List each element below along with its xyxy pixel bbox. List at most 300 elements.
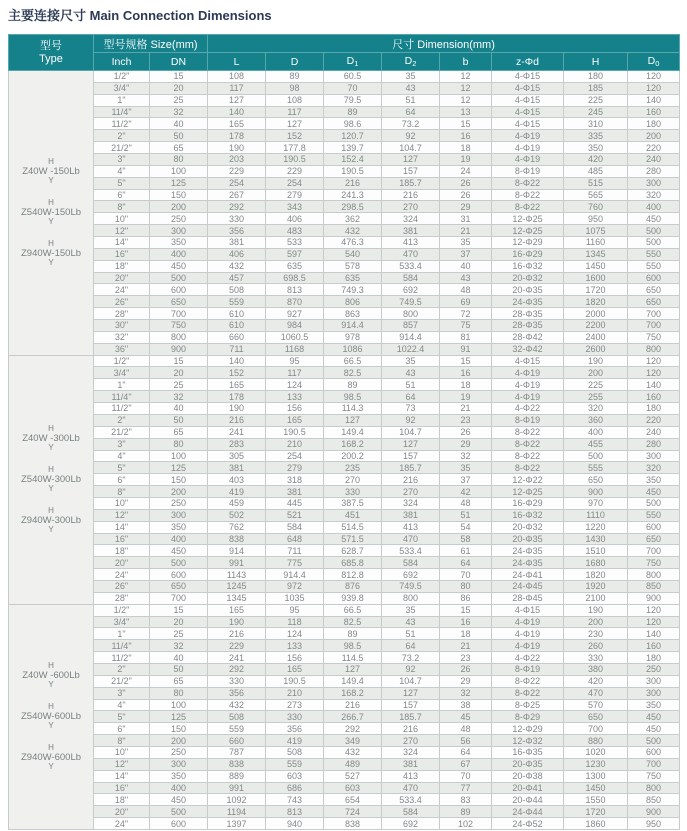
- model-label: H Z540W-300Lb Y: [20, 465, 82, 494]
- cell: 419: [266, 735, 324, 747]
- table-row: [9, 414, 680, 426]
- cell: 140: [628, 379, 680, 391]
- cell: 50: [150, 414, 208, 426]
- cell: 10": [94, 746, 150, 758]
- cell: 1060.5: [266, 331, 324, 343]
- cell: 3/4": [94, 367, 150, 379]
- table-row: [9, 142, 680, 154]
- cell: 157: [382, 450, 440, 462]
- cell: 91: [440, 343, 492, 355]
- cell: 330: [208, 675, 266, 687]
- cell: 760: [564, 201, 628, 213]
- cell: 635: [266, 260, 324, 272]
- cell: 8-Φ22: [492, 201, 564, 213]
- table-row: [9, 367, 680, 379]
- cell: 838: [208, 533, 266, 545]
- cell: 600: [628, 272, 680, 284]
- cell: 32: [440, 687, 492, 699]
- cell: 120.7: [324, 130, 382, 142]
- cell: 60.5: [324, 71, 382, 83]
- column-header: $D_1$: [324, 53, 382, 71]
- cell: 19: [440, 154, 492, 166]
- model-stack: [9, 605, 93, 829]
- cell: 250: [150, 746, 208, 758]
- model-label: H Z540W-150Lb Y: [20, 198, 82, 227]
- cell: 991: [208, 782, 266, 794]
- cell: 300: [150, 758, 208, 770]
- cell: 160: [628, 640, 680, 652]
- cell: 108: [208, 71, 266, 83]
- cell: 470: [564, 687, 628, 699]
- cell: 255: [564, 391, 628, 403]
- cell: 600: [628, 746, 680, 758]
- cell: 700: [150, 308, 208, 320]
- cell: 450: [150, 794, 208, 806]
- cell: 100: [150, 450, 208, 462]
- cell: 1035: [266, 592, 324, 604]
- cell: 12-Φ25: [492, 486, 564, 498]
- cell: 685.8: [324, 557, 382, 569]
- table-row: [9, 225, 680, 237]
- cell: 515: [564, 177, 628, 189]
- table-row: [9, 296, 680, 308]
- cell: 98.5: [324, 640, 382, 652]
- model-label: H Z40W -150Lb Y: [22, 157, 80, 186]
- cell: 5": [94, 711, 150, 723]
- cell: 8-Φ29: [492, 711, 564, 723]
- cell: 2600: [564, 343, 628, 355]
- cell: 413: [382, 237, 440, 249]
- cell: 521: [266, 509, 324, 521]
- cell: 5": [94, 177, 150, 189]
- cell: 127: [266, 118, 324, 130]
- cell: 1720: [564, 284, 628, 296]
- cell: 89: [266, 71, 324, 83]
- cell: 28-Φ35: [492, 320, 564, 332]
- table-row: [9, 628, 680, 640]
- cell: 2000: [564, 308, 628, 320]
- cell: 362: [324, 213, 382, 225]
- cell: 335: [564, 130, 628, 142]
- cell: 180: [628, 403, 680, 415]
- cell: 4-Φ15: [492, 604, 564, 616]
- cell: 229: [266, 165, 324, 177]
- cell: 104.7: [382, 675, 440, 687]
- type-cell: [9, 71, 94, 356]
- cell: 650: [564, 474, 628, 486]
- cell: 140: [628, 94, 680, 106]
- cell: 432: [324, 225, 382, 237]
- cell: 45: [440, 711, 492, 723]
- cell: 300: [628, 675, 680, 687]
- cell: 8-Φ22: [492, 189, 564, 201]
- cell: 571.5: [324, 533, 382, 545]
- cell: 25: [150, 379, 208, 391]
- cell: 700: [628, 545, 680, 557]
- cell: 266.7: [324, 711, 382, 723]
- cell: 4-Φ15: [492, 71, 564, 83]
- cell: 127: [382, 438, 440, 450]
- cell: 32: [440, 450, 492, 462]
- cell: 168.2: [324, 687, 382, 699]
- cell: 698.5: [266, 272, 324, 284]
- cell: 31: [440, 213, 492, 225]
- cell: 502: [208, 509, 266, 521]
- table-body: [9, 71, 680, 830]
- cell: 3": [94, 154, 150, 166]
- cell: 24": [94, 569, 150, 581]
- cell: 8-Φ22: [492, 426, 564, 438]
- cell: 20-Φ35: [492, 533, 564, 545]
- cell: 50: [150, 130, 208, 142]
- table-row: [9, 403, 680, 415]
- cell: 216: [324, 699, 382, 711]
- cell: 1820: [564, 296, 628, 308]
- cell: 14": [94, 521, 150, 533]
- table-row: [9, 248, 680, 260]
- cell: 1194: [208, 806, 266, 818]
- cell: 43: [382, 82, 440, 94]
- cell: 180: [628, 118, 680, 130]
- cell: 73: [382, 403, 440, 415]
- cell: 26: [440, 177, 492, 189]
- cell: 1230: [564, 758, 628, 770]
- cell: 20-Φ38: [492, 770, 564, 782]
- table-row: [9, 213, 680, 225]
- cell: 216: [382, 474, 440, 486]
- table-row: [9, 687, 680, 699]
- cell: 749.5: [382, 296, 440, 308]
- cell: 65: [150, 426, 208, 438]
- cell: 550: [628, 260, 680, 272]
- cell: 12: [440, 82, 492, 94]
- cell: 550: [628, 248, 680, 260]
- cell: 450: [628, 711, 680, 723]
- cell: 42: [440, 486, 492, 498]
- cell: 229: [208, 640, 266, 652]
- cell: 1450: [564, 782, 628, 794]
- cell: 73.2: [382, 652, 440, 664]
- cell: 1345: [208, 592, 266, 604]
- cell: 749.5: [382, 580, 440, 592]
- cell: 102: [440, 818, 492, 830]
- cell: 10": [94, 213, 150, 225]
- cell: 24-Φ41: [492, 569, 564, 581]
- cell: 64: [382, 106, 440, 118]
- cell: 11/4": [94, 106, 150, 118]
- cell: 14": [94, 770, 150, 782]
- cell: 1245: [208, 580, 266, 592]
- cell: 32: [150, 106, 208, 118]
- cell: 870: [266, 296, 324, 308]
- cell: 914.4: [382, 331, 440, 343]
- cell: 628.7: [324, 545, 382, 557]
- cell: 104.7: [382, 142, 440, 154]
- cell: 292: [324, 723, 382, 735]
- cell: 540: [324, 248, 382, 260]
- cell: 117: [208, 82, 266, 94]
- cell: 220: [628, 414, 680, 426]
- cell: 114.5: [324, 652, 382, 664]
- group-header-row: [9, 35, 680, 53]
- cell: 806: [324, 296, 382, 308]
- cell: 43: [382, 616, 440, 628]
- cell: 3/4": [94, 616, 150, 628]
- column-header: $D_0$: [628, 53, 680, 71]
- cell: 13: [440, 106, 492, 118]
- cell: 64: [440, 557, 492, 569]
- cell: 381: [208, 237, 266, 249]
- cell: 104.7: [382, 426, 440, 438]
- cell: 150: [150, 474, 208, 486]
- cell: 324: [382, 497, 440, 509]
- cell: 419: [208, 486, 266, 498]
- cell: 21: [440, 225, 492, 237]
- cell: 750: [150, 320, 208, 332]
- cell: 230: [564, 628, 628, 640]
- cell: 350: [628, 699, 680, 711]
- cell: 125: [150, 462, 208, 474]
- cell: 914: [208, 545, 266, 557]
- cell: 28": [94, 592, 150, 604]
- cell: 133: [266, 391, 324, 403]
- cell: 483: [266, 225, 324, 237]
- cell: 241: [208, 426, 266, 438]
- cell: 470: [382, 248, 440, 260]
- cell: 15: [150, 71, 208, 83]
- model-label: H Z940W-300Lb Y: [20, 506, 82, 535]
- cell: 3/4": [94, 82, 150, 94]
- size-group-header: 型号规格 Size(mm): [94, 35, 208, 53]
- cell: 26": [94, 580, 150, 592]
- cell: 749.3: [324, 284, 382, 296]
- cell: 20": [94, 557, 150, 569]
- cell: 216: [382, 723, 440, 735]
- cell: 584: [382, 557, 440, 569]
- cell: 18": [94, 545, 150, 557]
- table-row: [9, 154, 680, 166]
- cell: 700: [628, 320, 680, 332]
- cell: 863: [324, 308, 382, 320]
- cell: 4-Φ19: [492, 391, 564, 403]
- cell: 29: [440, 201, 492, 213]
- cell: 48: [440, 497, 492, 509]
- cell: 813: [266, 284, 324, 296]
- cell: 298.5: [324, 201, 382, 213]
- cell: 24-Φ35: [492, 557, 564, 569]
- cell: 24-Φ44: [492, 806, 564, 818]
- cell: 15: [150, 604, 208, 616]
- cell: 970: [564, 497, 628, 509]
- cell: 267: [208, 189, 266, 201]
- cell: 2400: [564, 331, 628, 343]
- cell: 1510: [564, 545, 628, 557]
- cell: 450: [150, 545, 208, 557]
- cell: 1020: [564, 746, 628, 758]
- cell: 12-Φ29: [492, 723, 564, 735]
- cell: 927: [266, 308, 324, 320]
- cell: 10": [94, 497, 150, 509]
- table-row: [9, 604, 680, 616]
- cell: 1450: [564, 260, 628, 272]
- cell: 381: [382, 225, 440, 237]
- cell: 98.6: [324, 118, 382, 130]
- cell: 8": [94, 735, 150, 747]
- cell: 489: [324, 758, 382, 770]
- cell: 225: [564, 379, 628, 391]
- cell: 16: [440, 367, 492, 379]
- cell: 692: [382, 569, 440, 581]
- cell: 65: [150, 142, 208, 154]
- cell: 500: [628, 497, 680, 509]
- cell: 66.5: [324, 604, 382, 616]
- dimensions-table: [8, 34, 680, 830]
- cell: 4": [94, 165, 150, 177]
- cell: 324: [382, 213, 440, 225]
- table-row: [9, 426, 680, 438]
- model-stack: [9, 71, 93, 355]
- table-row: [9, 438, 680, 450]
- table-row: [9, 782, 680, 794]
- cell: 124: [266, 379, 324, 391]
- cell: 200: [150, 201, 208, 213]
- cell: 28-Φ45: [492, 592, 564, 604]
- column-header: D: [266, 53, 324, 71]
- table-row: [9, 106, 680, 118]
- cell: 200: [628, 130, 680, 142]
- cell: 8-Φ19: [492, 165, 564, 177]
- cell: 185.7: [382, 462, 440, 474]
- cell: 6": [94, 723, 150, 735]
- cell: 432: [208, 699, 266, 711]
- cell: 21: [440, 403, 492, 415]
- cell: 1680: [564, 557, 628, 569]
- cell: 1820: [564, 569, 628, 581]
- cell: 1": [94, 94, 150, 106]
- cell: 51: [382, 379, 440, 391]
- column-header: $D_2$: [382, 53, 440, 71]
- cell: 149.4: [324, 675, 382, 687]
- cell: 16-Φ29: [492, 248, 564, 260]
- cell: 20-Φ35: [492, 284, 564, 296]
- cell: 1720: [564, 806, 628, 818]
- cell: 750: [628, 770, 680, 782]
- cell: 300: [150, 225, 208, 237]
- cell: 15: [150, 355, 208, 367]
- cell: 120: [628, 71, 680, 83]
- cell: 12": [94, 509, 150, 521]
- cell: 16-Φ35: [492, 746, 564, 758]
- cell: 800: [628, 343, 680, 355]
- table-row: [9, 94, 680, 106]
- cell: 225: [564, 94, 628, 106]
- cell: 2200: [564, 320, 628, 332]
- cell: 413: [382, 770, 440, 782]
- cell: 216: [324, 177, 382, 189]
- cell: 177.8: [266, 142, 324, 154]
- table-row: [9, 569, 680, 581]
- cell: 650: [628, 296, 680, 308]
- cell: 16: [440, 616, 492, 628]
- cell: 775: [266, 557, 324, 569]
- cell: 787: [208, 746, 266, 758]
- cell: 400: [150, 782, 208, 794]
- cell: 857: [382, 320, 440, 332]
- cell: 743: [266, 794, 324, 806]
- cell: 24-Φ35: [492, 296, 564, 308]
- table-row: [9, 818, 680, 830]
- cell: 914.4: [324, 320, 382, 332]
- cell: 4-Φ22: [492, 403, 564, 415]
- table-row: [9, 663, 680, 675]
- cell: 350: [150, 521, 208, 533]
- cell: 190: [564, 604, 628, 616]
- cell: 40: [440, 260, 492, 272]
- cell: 1550: [564, 794, 628, 806]
- cell: 20-Φ35: [492, 758, 564, 770]
- cell: 600: [150, 569, 208, 581]
- cell: 26: [440, 189, 492, 201]
- cell: 20": [94, 806, 150, 818]
- cell: 403: [208, 474, 266, 486]
- cell: 89: [324, 379, 382, 391]
- cell: 4-Φ19: [492, 367, 564, 379]
- cell: 800: [628, 569, 680, 581]
- cell: 450: [628, 486, 680, 498]
- cell: 20: [150, 616, 208, 628]
- cell: 82.5: [324, 616, 382, 628]
- table-row: [9, 308, 680, 320]
- cell: 514.5: [324, 521, 382, 533]
- table-row: [9, 794, 680, 806]
- cell: 70: [440, 569, 492, 581]
- cell: 349: [324, 735, 382, 747]
- cell: 4-Φ19: [492, 628, 564, 640]
- cell: 762: [208, 521, 266, 533]
- cell: 15: [440, 118, 492, 130]
- cell: 565: [564, 189, 628, 201]
- cell: 8-Φ22: [492, 177, 564, 189]
- cell: 20: [150, 367, 208, 379]
- cell: 156: [266, 652, 324, 664]
- cell: 555: [564, 462, 628, 474]
- cell: 4-Φ15: [492, 118, 564, 130]
- cell: 35: [382, 604, 440, 616]
- cell: 157: [382, 699, 440, 711]
- table-row: [9, 237, 680, 249]
- cell: 984: [266, 320, 324, 332]
- cell: 400: [628, 201, 680, 213]
- type-cell: [9, 604, 94, 829]
- cell: 35: [382, 71, 440, 83]
- cell: 89: [440, 806, 492, 818]
- cell: 245: [564, 106, 628, 118]
- cell: 4-Φ19: [492, 379, 564, 391]
- cell: 61: [440, 545, 492, 557]
- cell: 4-Φ15: [492, 94, 564, 106]
- table-header: [9, 35, 680, 71]
- cell: 650: [150, 580, 208, 592]
- cell: 16-Φ32: [492, 509, 564, 521]
- cell: 79.5: [324, 94, 382, 106]
- cell: 40: [150, 403, 208, 415]
- cell: 950: [628, 818, 680, 830]
- table-row: [9, 521, 680, 533]
- cell: 4-Φ22: [492, 652, 564, 664]
- table-row: [9, 711, 680, 723]
- table-row: [9, 177, 680, 189]
- table-row: [9, 201, 680, 213]
